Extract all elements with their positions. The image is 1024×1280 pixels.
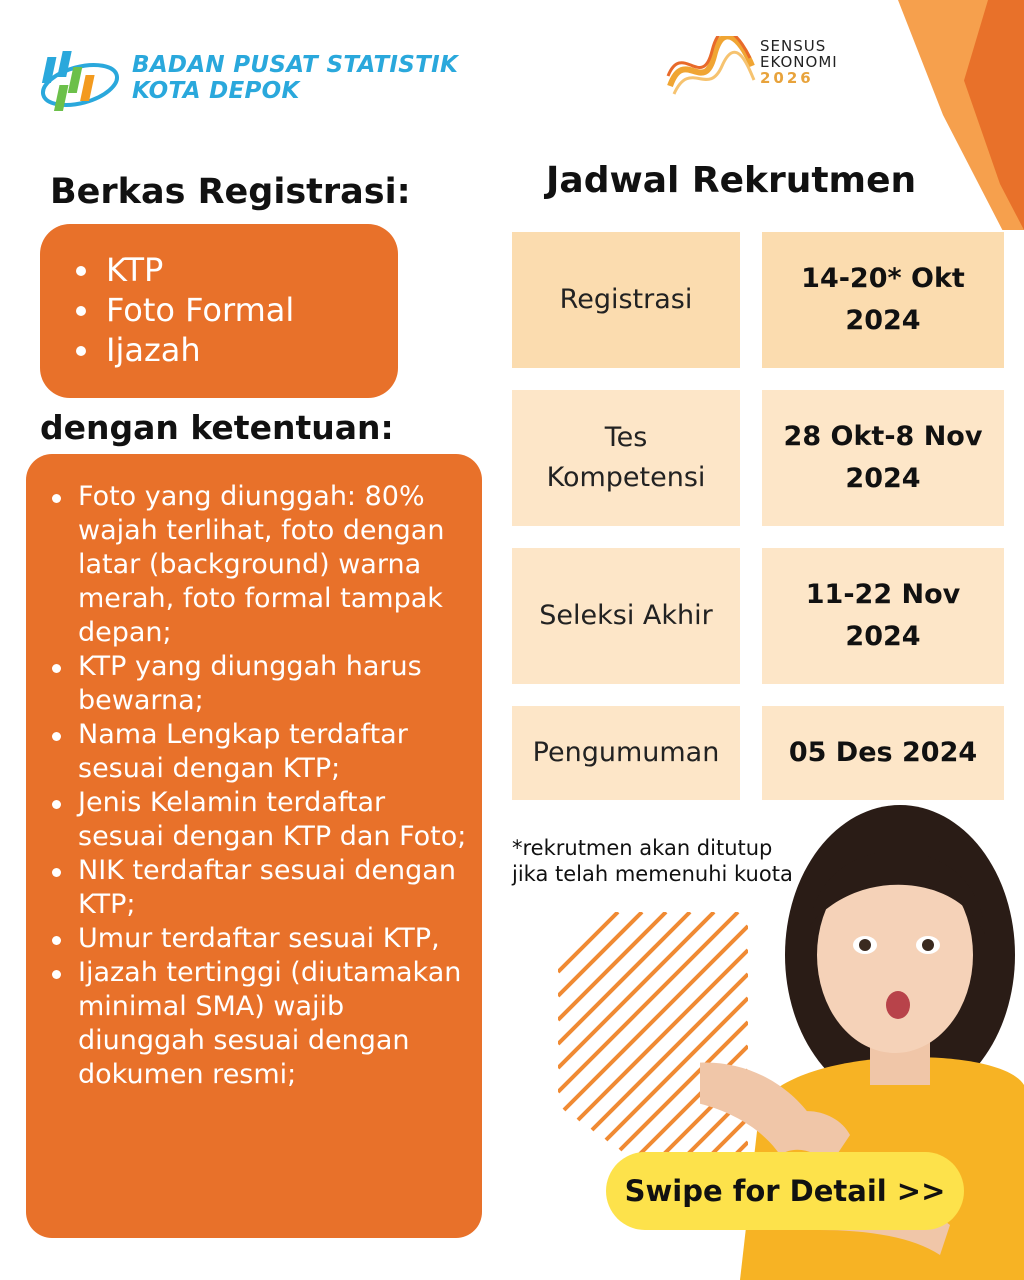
sensus-logo-text: SENSUS EKONOMI 2026: [760, 37, 838, 87]
schedule-activity: Pengumuman: [512, 706, 740, 800]
schedule-date: 14-20* Okt 2024: [762, 232, 1004, 368]
schedule-date: 28 Okt-8 Nov 2024: [762, 390, 1004, 526]
schedule-date: 11-22 Nov 2024: [762, 548, 1004, 684]
ketentuan-title: dengan ketentuan:: [40, 408, 394, 447]
berkas-item: KTP: [106, 250, 398, 290]
ketentuan-item: Nama Lengkap terdaftar sesuai dengan KTP;: [78, 718, 472, 786]
swipe-for-detail-button[interactable]: Swipe for Detail >>: [606, 1152, 964, 1230]
recruitment-note: *rekrutmen akan ditutup jika telah memenuhi kuota: [512, 836, 793, 886]
sensus-logo-icon: [664, 36, 756, 100]
ketentuan-box: [26, 454, 482, 1238]
bps-logo-icon: [40, 45, 120, 115]
schedule-activity: Tes Kompetensi: [512, 390, 740, 526]
schedule-activity: Seleksi Akhir: [512, 548, 740, 684]
ketentuan-item: Ijazah tertinggi (diutamakan minimal SMA) wajib diunggah sesuai dengan dokumen resmi;: [78, 956, 472, 1092]
berkas-title: Berkas Registrasi:: [50, 172, 411, 212]
berkas-item: Foto Formal: [106, 290, 398, 330]
org-name: BADAN PUSAT STATISTIK KOTA DEPOK: [132, 52, 459, 104]
berkas-box: [40, 224, 398, 398]
berkas-item: Ijazah: [106, 330, 398, 370]
ketentuan-item: Jenis Kelamin terdaftar sesuai dengan KTP dan Foto;: [78, 786, 472, 854]
ketentuan-item: KTP yang diunggah harus bewarna;: [78, 650, 472, 718]
ketentuan-item: Umur terdaftar sesuai KTP,: [78, 922, 472, 956]
jadwal-title: Jadwal Rekrutmen: [546, 160, 917, 201]
schedule-activity: Registrasi: [512, 232, 740, 368]
ketentuan-item: Foto yang diunggah: 80% wajah terlihat, foto dengan latar (background) warna merah, foto formal tampak depan;: [78, 480, 472, 650]
ketentuan-item: NIK terdaftar sesuai dengan KTP;: [78, 854, 472, 922]
schedule-date: 05 Des 2024: [762, 706, 1004, 800]
